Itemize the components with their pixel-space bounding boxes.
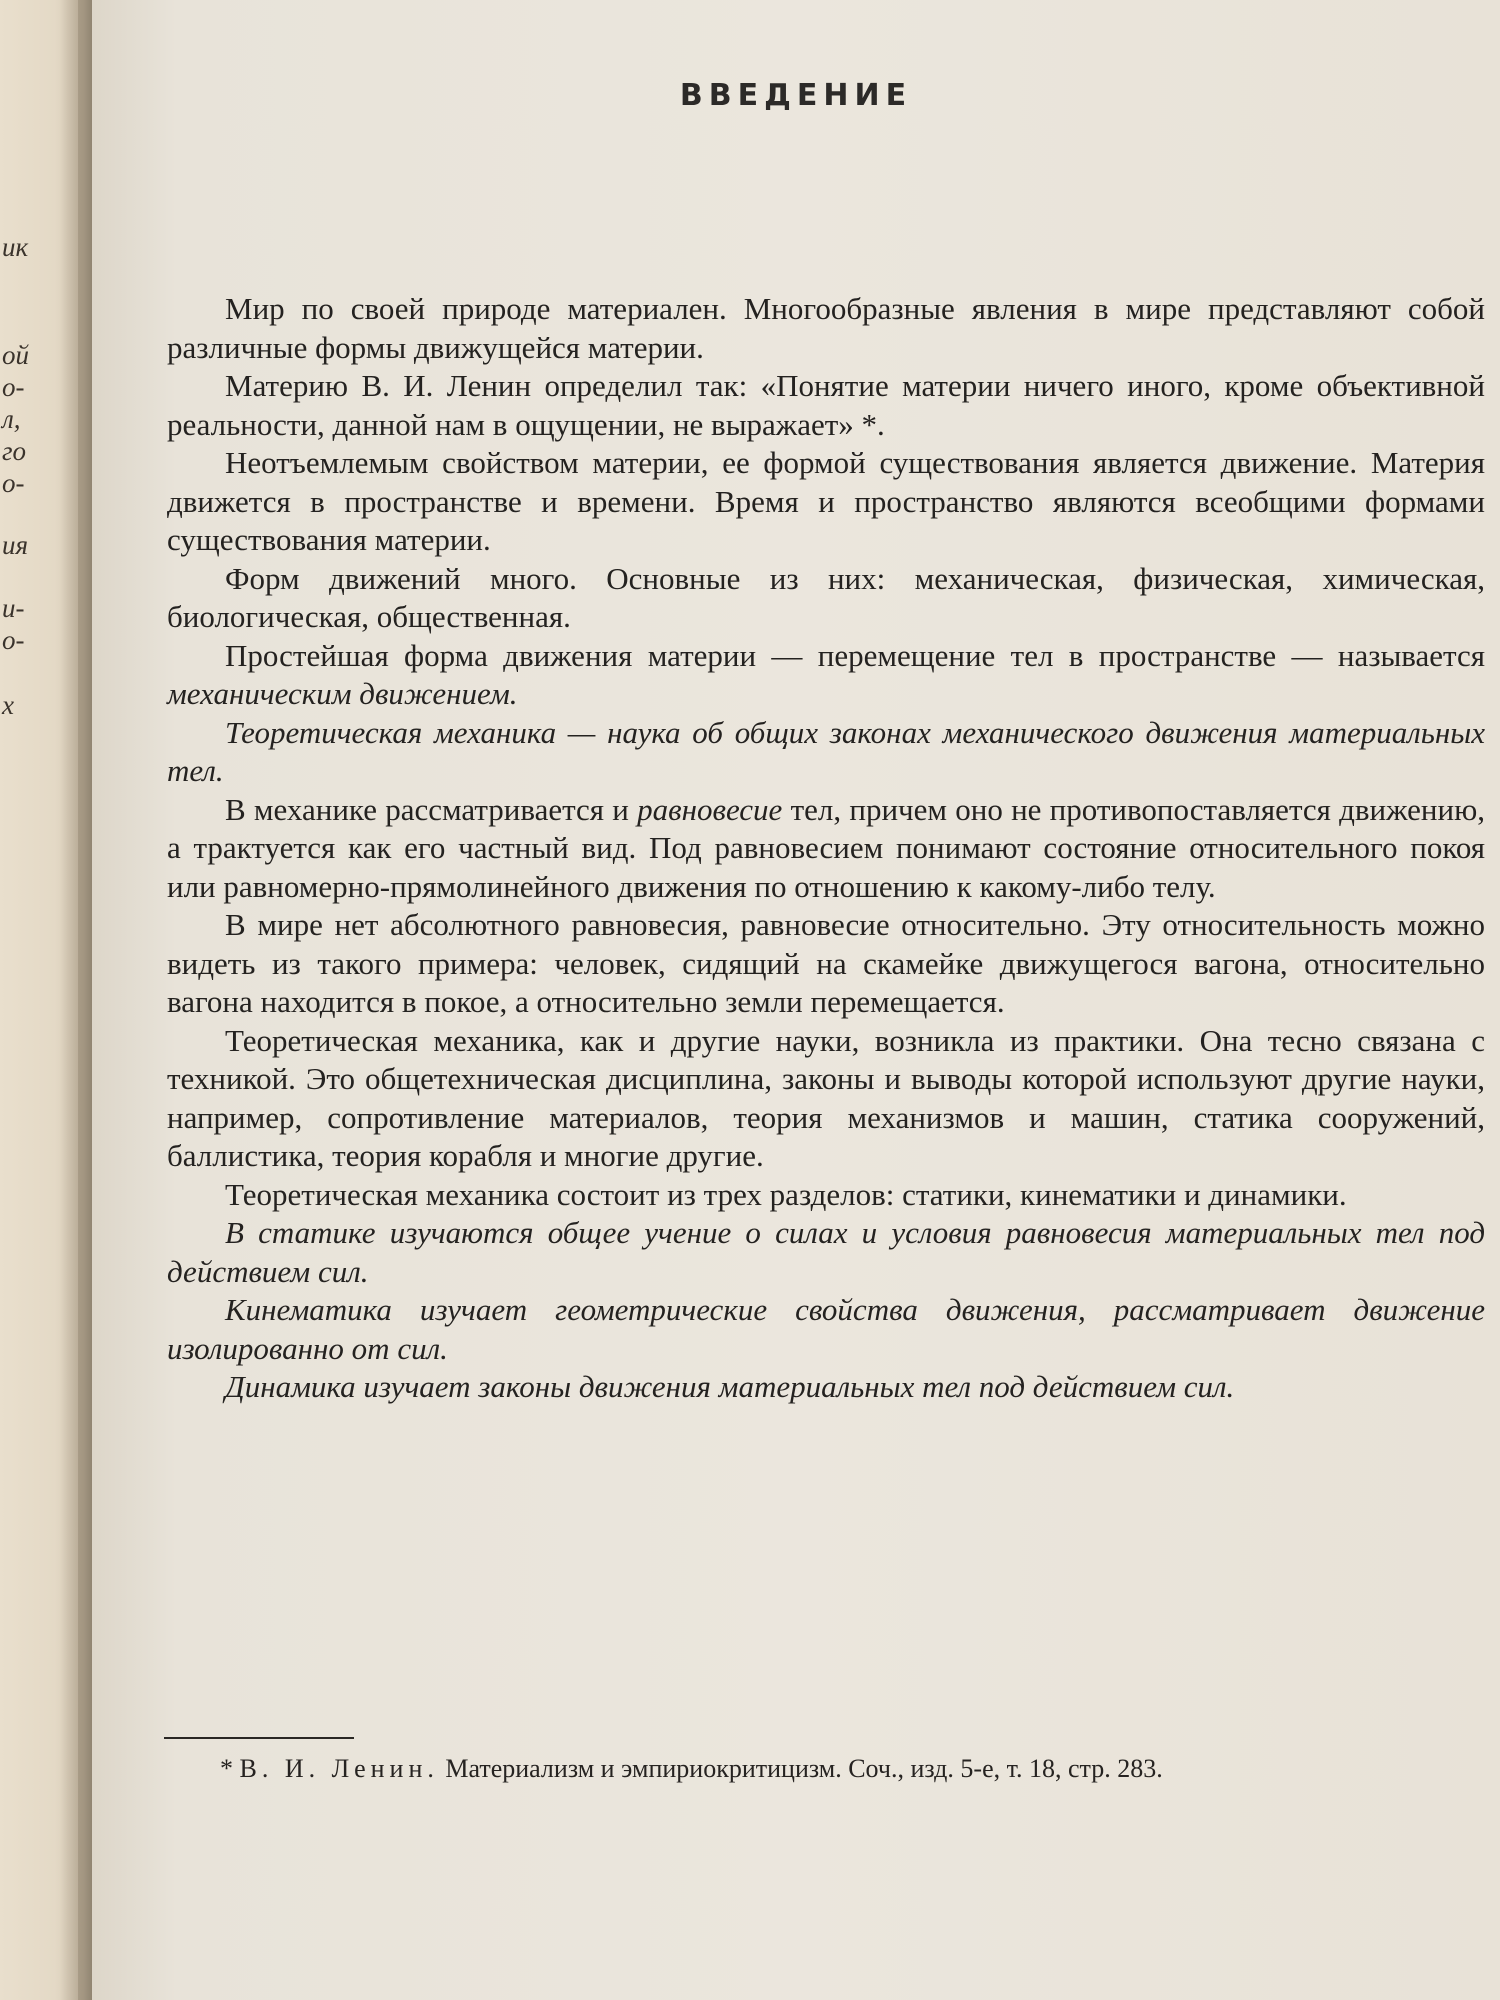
italic-text: равновесие xyxy=(637,791,783,827)
italic-text: В статике изучаются общее учение о силах и условия равновесия материальных тел под действием сил. xyxy=(167,1215,1485,1289)
paragraph xyxy=(167,1291,1485,1368)
text-run: Теоретическая механика, как и другие науки, возникла из практики. Она тесно связана с техникой. Это общетехническая дисциплина, законы и выводы которой используют другие науки, например, сопротивление материалов, теория механизмов и машин, статика сооружений, баллистика, теория корабля и многие другие. xyxy=(167,1022,1485,1173)
text-run: Материю В. И. Ленин определил так: «Понятие материи ничего иного, кроме объективной реальности, данной нам в ощущении, не выражает» *. xyxy=(167,368,1485,442)
footnote-mark: * xyxy=(220,1754,233,1783)
left-page-fragment: ик xyxy=(2,232,29,262)
left-page-fragment: ой xyxy=(2,340,29,370)
left-page-fragment: ия xyxy=(2,530,29,560)
page-title: ВВЕДЕНИЕ xyxy=(679,78,913,113)
paragraph xyxy=(167,714,1485,791)
page xyxy=(92,0,1500,2000)
text-run: Неотъемлемым свойством материи, ее формой существования является движение. Материя движется в пространстве и времени. Время и пространство являются всеобщими формами существования материи. xyxy=(167,445,1485,557)
footnote-text: Материализм и эмпириокритицизм. Соч., изд. 5-е, т. 18, стр. 283. xyxy=(445,1754,1163,1783)
paragraph xyxy=(167,1176,1485,1215)
footnote xyxy=(162,1752,1484,1786)
text-run: Форм движений много. Основные из них: механическая, физическая, химическая, биологическая, общественная. xyxy=(167,560,1485,634)
paragraph xyxy=(167,1022,1485,1176)
paragraph xyxy=(167,1214,1485,1291)
left-page-fragment: л, xyxy=(2,404,21,434)
paragraph xyxy=(167,444,1485,560)
italic-text: Кинематика изучает геометрические свойства движения, рассматривает движение изолированно от сил. xyxy=(167,1292,1485,1366)
footnote-author: В. И. Ленин. xyxy=(239,1754,439,1783)
italic-text: механическим движением. xyxy=(167,676,518,711)
italic-text: Динамика изучает законы движения материальных тел под действием сил. xyxy=(225,1369,1235,1404)
text-run: Мир по своей природе материален. Многообразные явления в мире представляют собой различные формы движущейся материи. xyxy=(167,291,1485,365)
text-run: В механике рассматривается и xyxy=(225,791,638,827)
paragraph xyxy=(167,1368,1485,1407)
left-page-fragment: го xyxy=(2,436,27,466)
paragraph xyxy=(167,290,1485,367)
italic-text: Теоретическая механика — наука об общих законах механического движения материальных тел. xyxy=(167,714,1485,788)
left-page-fragment: и- xyxy=(2,593,25,623)
paragraph xyxy=(167,906,1485,1022)
text-run: Теоретическая механика состоит из трех разделов: статики, кинематики и динамики. xyxy=(225,1176,1347,1212)
left-page-fragment: о- xyxy=(2,372,25,402)
paragraph xyxy=(167,791,1485,907)
body-text xyxy=(167,290,1485,1407)
text-run: Простейшая форма движения материи — перемещение тел в пространстве — называется xyxy=(225,637,1485,673)
paragraph xyxy=(167,637,1485,714)
paragraph xyxy=(167,367,1485,444)
text-run: В мире нет абсолютного равновесия, равновесие относительно. Эту относительность можно видеть из такого примера: человек, сидящий на скамейке движущегося вагона, относительно вагона находится в покое, а относительно земли перемещается. xyxy=(167,907,1485,1019)
paragraph xyxy=(167,560,1485,637)
text-run: тел, причем оно не противопоставляется движению, а трактуется как его частный вид. Под равновесием понимают состояние относительного покоя или равномерно-прямолинейного движения по отношению к какому-либо телу. xyxy=(167,791,1485,904)
left-page-fragment: о- xyxy=(2,625,25,655)
left-page-fragment: о- xyxy=(2,468,25,498)
left-page-fragment: х xyxy=(2,690,14,720)
footnote-divider xyxy=(164,1737,354,1739)
